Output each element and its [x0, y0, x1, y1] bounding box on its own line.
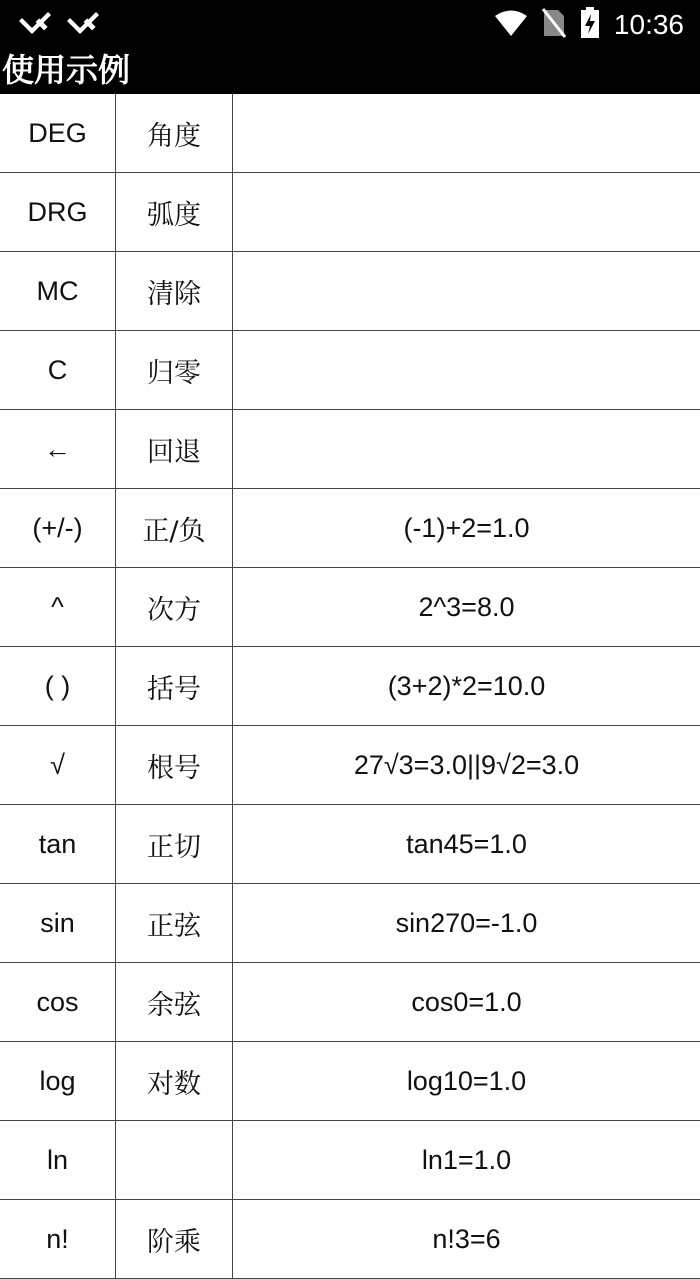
row-name-cell: 清除: [116, 252, 233, 331]
wifi-icon: [494, 9, 528, 41]
row-name-cell: 弧度: [116, 173, 233, 252]
row-example-cell: ln1=1.0: [233, 1121, 700, 1200]
row-name-cell: 对数: [116, 1042, 233, 1121]
status-right-icons: [494, 6, 684, 44]
row-key-cell: ←: [0, 410, 116, 489]
row-name-cell: 根号: [116, 726, 233, 805]
row-name-cell: 正/负: [116, 489, 233, 568]
table-row: [0, 884, 700, 963]
row-key-cell: ^: [0, 568, 116, 647]
no-sim-icon: [542, 8, 566, 42]
page-title: 使用示例: [2, 50, 130, 90]
title-bar: [0, 50, 700, 94]
row-example-cell: (-1)+2=1.0: [233, 489, 700, 568]
row-key-cell: MC: [0, 252, 116, 331]
row-name-cell: 次方: [116, 568, 233, 647]
row-example-cell: [233, 173, 700, 252]
table-row: [0, 410, 700, 489]
table-row: [0, 331, 700, 410]
row-example-cell: [233, 331, 700, 410]
row-name-cell: [116, 1121, 233, 1200]
row-example-cell: [233, 252, 700, 331]
table-row: [0, 647, 700, 726]
table-row: [0, 1200, 700, 1279]
row-key-cell: C: [0, 331, 116, 410]
status-bar: [0, 0, 700, 50]
notification-tool-icon: [18, 8, 52, 42]
row-key-cell: ln: [0, 1121, 116, 1200]
row-name-cell: 阶乘: [116, 1200, 233, 1279]
row-key-cell: ( ): [0, 647, 116, 726]
table-row: [0, 963, 700, 1042]
row-example-cell: cos0=1.0: [233, 963, 700, 1042]
row-example-cell: 27√3=3.0||9√2=3.0: [233, 726, 700, 805]
status-left-icons: [18, 8, 100, 42]
notification-tool-icon: [66, 8, 100, 42]
row-key-cell: tan: [0, 805, 116, 884]
row-example-cell: [233, 94, 700, 173]
battery-charging-icon: [580, 7, 600, 43]
row-name-cell: 正切: [116, 805, 233, 884]
status-time: 10:36: [614, 6, 684, 44]
table-row: [0, 489, 700, 568]
row-example-cell: log10=1.0: [233, 1042, 700, 1121]
table-row: [0, 252, 700, 331]
row-key-cell: cos: [0, 963, 116, 1042]
row-key-cell: log: [0, 1042, 116, 1121]
table-row: [0, 1042, 700, 1121]
usage-table: [0, 94, 700, 1279]
row-name-cell: 回退: [116, 410, 233, 489]
row-name-cell: 归零: [116, 331, 233, 410]
table-row: [0, 726, 700, 805]
row-key-cell: DRG: [0, 173, 116, 252]
row-key-cell: n!: [0, 1200, 116, 1279]
table-row: [0, 1121, 700, 1200]
row-name-cell: 角度: [116, 94, 233, 173]
row-example-cell: (3+2)*2=10.0: [233, 647, 700, 726]
row-example-cell: sin270=-1.0: [233, 884, 700, 963]
row-example-cell: n!3=6: [233, 1200, 700, 1279]
row-name-cell: 括号: [116, 647, 233, 726]
row-example-cell: tan45=1.0: [233, 805, 700, 884]
row-example-cell: 2^3=8.0: [233, 568, 700, 647]
row-key-cell: DEG: [0, 94, 116, 173]
table-row: [0, 568, 700, 647]
row-key-cell: (+/-): [0, 489, 116, 568]
row-name-cell: 正弦: [116, 884, 233, 963]
row-example-cell: [233, 410, 700, 489]
row-key-cell: √: [0, 726, 116, 805]
row-key-cell: sin: [0, 884, 116, 963]
table-row: [0, 173, 700, 252]
table-row: [0, 94, 700, 173]
row-name-cell: 余弦: [116, 963, 233, 1042]
examples-table: [0, 94, 700, 1279]
table-row: [0, 805, 700, 884]
